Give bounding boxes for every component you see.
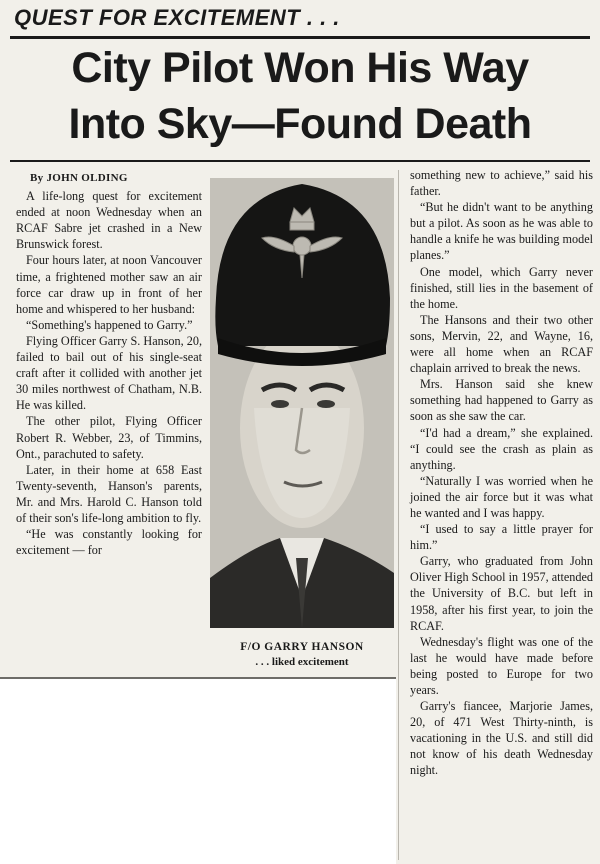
article-column-right [410,167,593,779]
article-column-left [16,170,202,558]
paragraph: The other pilot, Flying Officer Robert R. Webber, 23, of Timmins, Ont., parachuted to safety. [16,414,202,461]
paragraph: Four hours later, at noon Vancouver time, a frightened mother saw an air force car draw up in front of her home and whispered to her husband: [16,253,202,316]
paragraph: The Hansons and their two other sons, Mervin, 22, and Wayne, 16, were all home when an RCAF chaplain arrived to break the news. [410,312,593,376]
paragraph: Wednesday's flight was one of the last he would have made before being posted to Europe for two years. [410,634,593,697]
paragraph: Mrs. Hanson said she knew something had happened to Garry as soon as she saw the car. [410,377,593,424]
paragraph: Garry, who graduated from John Oliver High School in 1957, attended the University of B.C. but left in 1958, after his first year, to join the RCAF. [410,554,593,633]
paragraph: Later, in their home at 658 East Twenty-seventh, Hanson's parents, Mr. and Mrs. Harold C. Hanson told of their son's life-long ambition to fly. [16,462,202,525]
headline-line-1: City Pilot Won His Way [71,44,529,92]
photo-caption [210,640,394,670]
paragraph: “Something's happened to Garry.” [26,317,193,332]
pilot-portrait-photo [210,178,394,628]
kicker-heading: QUEST FOR EXCITEMENT . . . [14,5,340,30]
paragraph: Flying Officer Garry S. Hanson, 20, failed to bail out of his single-seat craft after it collided with another jet 30 miles northwest of Chatham, N.B. He was killed. [16,333,202,413]
paragraph: A life-long quest for excitement ended at noon Wednesday when an RCAF Sabre jet crashed in a New Brunswick forest. [16,189,202,252]
paragraph: Garry's fiancee, Marjorie James, 20, of 471 West Thirty-ninth, is vacationing in the U.S. and still did not know of his death Wednesday night. [410,699,593,778]
headline-rule [10,160,590,162]
headline-line-2: Into Sky—Found Death [68,100,532,148]
headline [0,40,600,152]
portrait-photo-icon [210,178,394,628]
caption-subtitle: . . . liked excitement [255,656,349,668]
paragraph: “I'd had a dream,” she explained. “I could see the crash as plain as anything. [410,425,593,472]
column-divider [398,170,399,860]
clipping-bottom-edge [0,677,396,679]
kicker-rule [10,36,590,39]
paragraph: “Naturally I was worried when he joined the air force but it was what he wanted and I was happy. [410,473,593,520]
paragraph: “I used to say a little prayer for him.” [410,522,593,553]
paragraph: One model, which Garry never finished, still lies in the basement of the home. [410,264,593,311]
paragraph: something new to achieve,” said his father. [410,168,593,199]
caption-name: F/O GARRY HANSON [240,641,364,653]
paragraph: “He was constantly looking for excitement — for [16,527,202,558]
byline: By JOHN OLDING [30,172,128,184]
paragraph: “But he didn't want to be anything but a pilot. As soon as he was able to handle a knife he was building model planes.” [410,200,593,263]
